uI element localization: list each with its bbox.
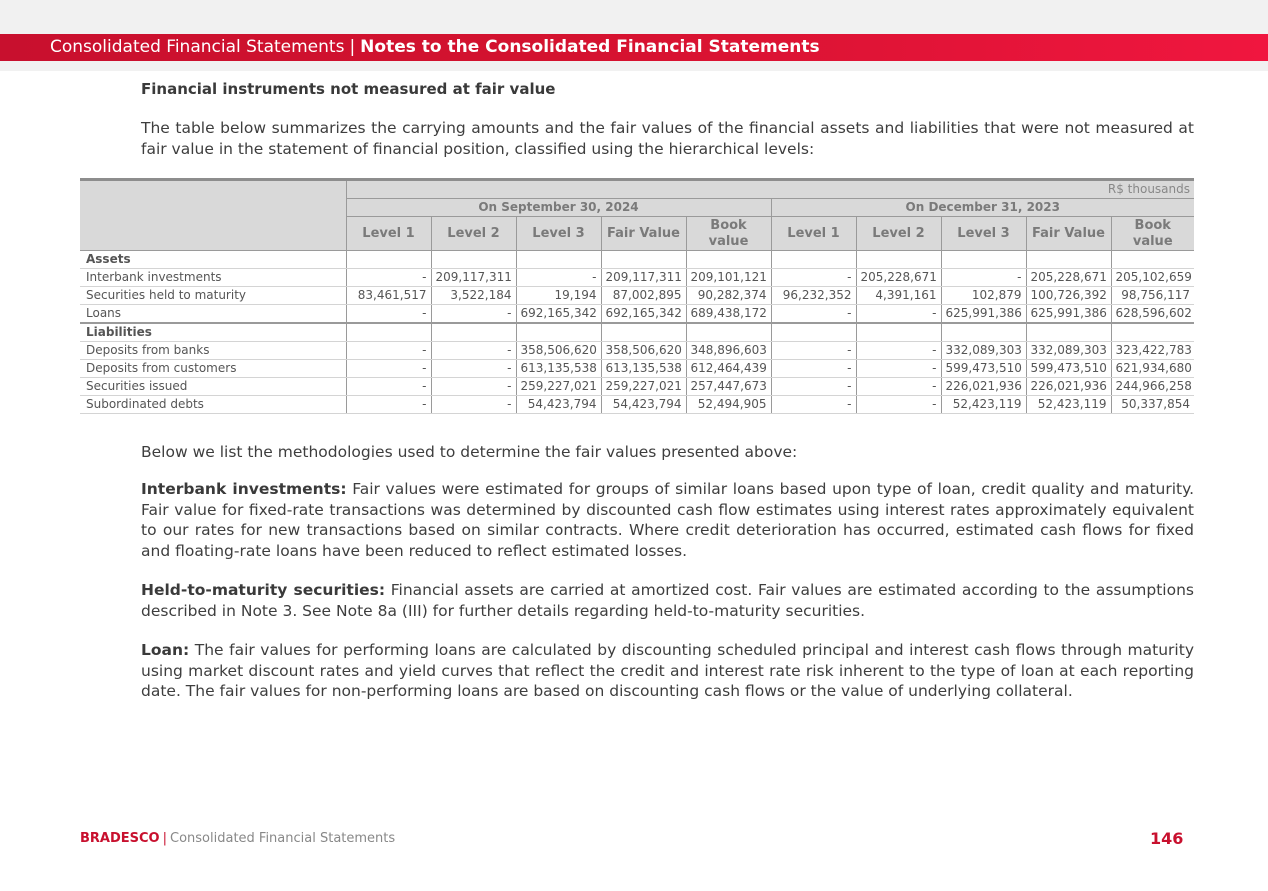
cell: - [941,269,1026,287]
cell: 599,473,510 [941,360,1026,378]
row-label: Deposits from banks [80,342,346,360]
cell: - [431,342,516,360]
section-row-liabilities [80,323,1194,342]
table-row [80,360,1194,378]
cell: 692,165,342 [601,305,686,324]
cell: 348,896,603 [686,342,771,360]
cell: - [346,269,431,287]
cell: 358,506,620 [601,342,686,360]
cell: 4,391,161 [856,287,941,305]
cell: 692,165,342 [516,305,601,324]
cell: - [431,378,516,396]
cell: 332,089,303 [1026,342,1111,360]
cell: - [431,396,516,414]
cell: - [346,360,431,378]
cell: 259,227,021 [516,378,601,396]
cell: 52,423,119 [1026,396,1111,414]
intro-paragraph: The table below summarizes the carrying amounts and the fair values of the financial assets and liabilities that were not measured at fair value in the statement of financial position, classified using the hierarchical levels: [141,119,1194,158]
col-header: Level 2 [856,217,941,251]
footer-separator: | [162,831,167,846]
cell: - [346,305,431,324]
cell: - [856,342,941,360]
paragraph-title: Held-to-maturity securities: [141,581,386,599]
cell: 90,282,374 [686,287,771,305]
cell: 96,232,352 [771,287,856,305]
cell: 205,102,659 [1111,269,1194,287]
col-header: Level 1 [771,217,856,251]
col-header: Book value [1111,217,1194,251]
cell: 54,423,794 [516,396,601,414]
paragraph-text: Financial assets are carried at amortized cost. Fair values are estimated according to the assumptions described in Note 3. See Note 8a (III) for further details regarding held-to-maturity securities. [141,581,1194,620]
cell: 323,422,783 [1111,342,1194,360]
cell: 205,228,671 [856,269,941,287]
cell: - [856,305,941,324]
cell: - [856,396,941,414]
section-label: Liabilities [80,323,346,342]
section-title: Financial instruments not measured at fair value [141,80,556,98]
sub-band [0,61,1268,71]
table-row [80,269,1194,287]
col-header: Level 2 [431,217,516,251]
table-row [80,378,1194,396]
paragraph-text: The fair values for performing loans are calculated by discounting scheduled principal and interest cash flows through maturity using market discount rates and yield curves that reflect the credit and interest rate risk inherent to the type of loan at each reporting date. The fair values for non-performing loans are based on discounting cash flows or the value of underlying collateral. [141,641,1194,700]
cell: 83,461,517 [346,287,431,305]
cell: 100,726,392 [1026,287,1111,305]
cell: 50,337,854 [1111,396,1194,414]
header-corner [80,180,346,251]
cell: - [771,305,856,324]
row-label: Securities held to maturity [80,287,346,305]
cell: 613,135,538 [516,360,601,378]
cell: - [346,378,431,396]
paragraph-title: Interbank investments: [141,480,347,498]
col-header: Level 3 [941,217,1026,251]
fair-value-table [80,178,1194,414]
paragraph-title: Loan: [141,641,190,659]
table-row [80,396,1194,414]
cell: 257,447,673 [686,378,771,396]
cell: 625,991,386 [1026,305,1111,324]
cell: 102,879 [941,287,1026,305]
row-label: Interbank investments [80,269,346,287]
table-row [80,342,1194,360]
paragraph-loan [141,640,1194,702]
cell: 244,966,258 [1111,378,1194,396]
footer [80,831,395,846]
paragraph-text: Fair values were estimated for groups of similar loans based upon type of loan, credit quality and maturity. Fair value for fixed-rate transactions was determined by discounted cash flow estimates using interest rates approximately equivalent to our rates for new transactions based on similar contracts. Where credit deterioration has occurred, estimated cash flows for fixed and floating-rate loans have been reduced to reflect estimated losses. [141,480,1195,560]
cell: 599,473,510 [1026,360,1111,378]
header-separator: | [349,37,356,57]
paragraph-htm [141,580,1194,621]
cell: 87,002,895 [601,287,686,305]
cell: 613,135,538 [601,360,686,378]
cell: 612,464,439 [686,360,771,378]
cell: - [771,396,856,414]
methods-intro: Below we list the methodologies used to determine the fair values presented above: [141,443,798,461]
date-header-2024: On September 30, 2024 [346,199,771,217]
cell: 3,522,184 [431,287,516,305]
row-label: Deposits from customers [80,360,346,378]
cell: 259,227,021 [601,378,686,396]
cell: 209,117,311 [431,269,516,287]
date-header-2023: On December 31, 2023 [771,199,1194,217]
cell: 625,991,386 [941,305,1026,324]
cell: 628,596,602 [1111,305,1194,324]
header-subsection: Notes to the Consolidated Financial Statements [360,37,820,57]
cell: - [346,396,431,414]
cell: - [431,305,516,324]
units-label: R$ thousands [346,180,1194,199]
top-band [0,0,1268,34]
units-row [80,180,1194,199]
row-label: Securities issued [80,378,346,396]
col-header: Level 1 [346,217,431,251]
cell: - [516,269,601,287]
footer-brand: BRADESCO [80,831,160,846]
cell: 621,934,680 [1111,360,1194,378]
cell: - [431,360,516,378]
footer-doc-title: Consolidated Financial Statements [170,831,396,846]
section-row-assets [80,251,1194,269]
table-row [80,305,1194,324]
page-number: 146 [1150,829,1184,848]
col-header: Fair Value [1026,217,1111,251]
cell: 98,756,117 [1111,287,1194,305]
cell: 52,494,905 [686,396,771,414]
cell: 332,089,303 [941,342,1026,360]
cell: - [771,360,856,378]
cell: - [346,342,431,360]
cell: 209,101,121 [686,269,771,287]
cell: - [856,360,941,378]
cell: - [771,342,856,360]
col-header: Book value [686,217,771,251]
cell: - [856,378,941,396]
table-row [80,287,1194,305]
col-header: Level 3 [516,217,601,251]
cell: 52,423,119 [941,396,1026,414]
cell: 226,021,936 [1026,378,1111,396]
header-section: Consolidated Financial Statements [50,37,345,57]
row-label: Loans [80,305,346,324]
section-label: Assets [80,251,346,269]
cell: 54,423,794 [601,396,686,414]
cell: 209,117,311 [601,269,686,287]
col-header: Fair Value [601,217,686,251]
paragraph-interbank [141,479,1194,561]
cell: 689,438,172 [686,305,771,324]
cell: - [771,269,856,287]
row-label: Subordinated debts [80,396,346,414]
cell: 358,506,620 [516,342,601,360]
cell: 19,194 [516,287,601,305]
cell: 226,021,936 [941,378,1026,396]
page-header [0,34,1268,61]
cell: 205,228,671 [1026,269,1111,287]
cell: - [771,378,856,396]
